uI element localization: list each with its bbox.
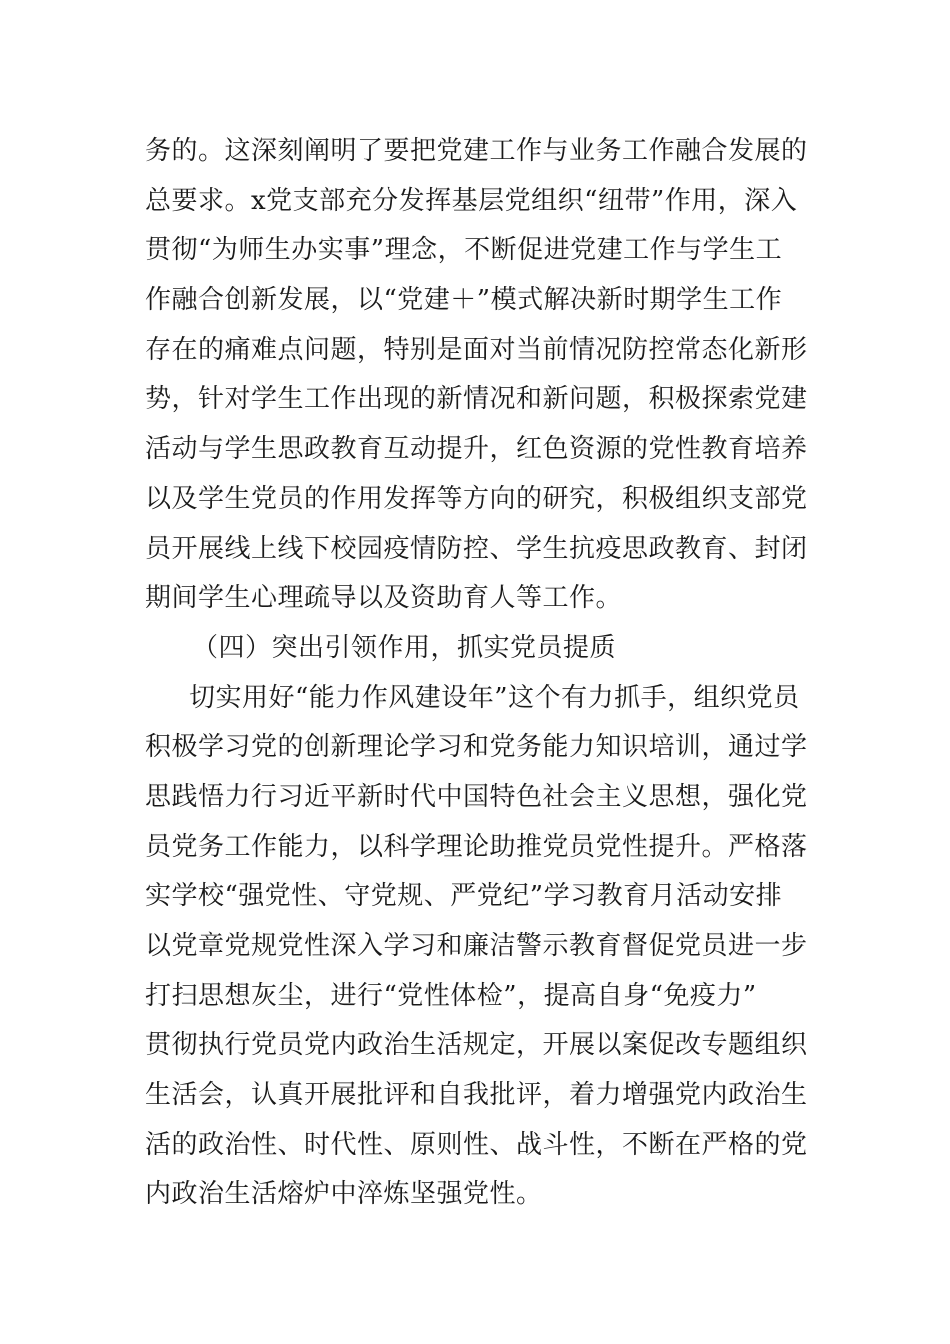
text-line: 总要求。x党支部充分发挥基层党组织“纽带”作用，深入 — [145, 185, 798, 216]
text-line: 积极学习党的创新理论学习和党务能力知识培训，通过学 — [145, 732, 808, 763]
text-line: 以党章党规党性深入学习和廉洁警示教育督促党员进一步 — [145, 931, 808, 961]
text-line: 期间学生心理疏导以及资助育人等工作。 — [145, 583, 623, 614]
text-line: 以及学生党员的作用发挥等方向的研究，积极组织支部党 — [145, 483, 808, 514]
text-line: 打扫思想灰尘，进行“党性体检”，提高自身“免疫力” — [145, 980, 757, 1011]
text-line: 势，针对学生工作出现的新情况和新问题，积极探索党建 — [145, 384, 808, 415]
text-line: 活动与学生思政教育互动提升，红色资源的党性教育培养 — [145, 434, 808, 465]
text-line: 贯彻“为师生办实事”理念，不断促进党建工作与学生工 — [145, 235, 783, 266]
text-line: 思践悟力行习近平新时代中国特色社会主义思想，强化党 — [145, 781, 808, 812]
text-line: 活的政治性、时代性、原则性、战斗性，不断在严格的党 — [145, 1129, 808, 1160]
text-line: 务的。这深刻阐明了要把党建工作与业务工作融合发展的 — [145, 136, 808, 166]
text-line: 贯彻执行党员党内政治生活规定，开展以案促改专题组织 — [145, 1030, 808, 1061]
text-line: 存在的痛难点问题，特别是面对当前情况防控常态化新形 — [145, 334, 808, 365]
text-line: 切实用好“能力作风建设年”这个有力抓手，组织党员 — [189, 682, 800, 713]
text-line: 员开展线上线下校园疫情防控、学生抗疫思政教育、封闭 — [145, 533, 808, 564]
document-body — [145, 127, 825, 1220]
text-line: 实学校“强党性、守党规、严党纪”学习教育月活动安排 — [145, 881, 783, 912]
text-line: 内政治生活熔炉中淬炼坚强党性。 — [145, 1179, 543, 1210]
text-line: 员党务工作能力，以科学理论助推党员党性提升。严格落 — [145, 831, 808, 862]
text-line: 生活会，认真开展批评和自我批评，着力增强党内政治生 — [145, 1080, 808, 1111]
text-line: 作融合创新发展，以“党建＋”模式解决新时期学生工作 — [145, 285, 783, 316]
section-heading: （四）突出引领作用，抓实党员提质 — [192, 632, 617, 663]
